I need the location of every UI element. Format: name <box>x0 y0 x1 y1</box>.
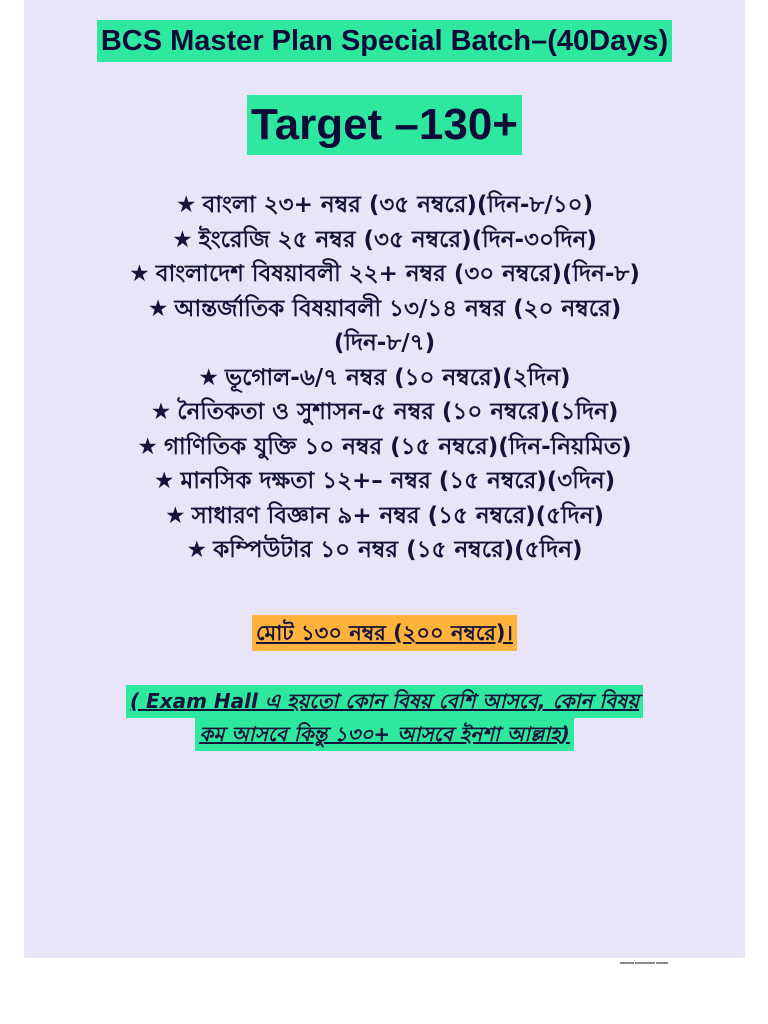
closing-note <box>24 685 745 751</box>
subject-text: আন্তর্জাতিক বিষয়াবলী ১৩/১৪ নম্বর (২০ নম্বরে) <box>174 295 622 322</box>
subject-item <box>24 464 745 499</box>
total-marks: মোট ১৩০ নম্বর (২০০ নম্বরে)। <box>252 615 517 651</box>
star-icon: ★ <box>186 537 208 563</box>
subject-list <box>24 188 745 568</box>
subject-item <box>24 188 745 223</box>
subject-text: মানসিক দক্ষতা ১২+– নম্বর (১৫ নম্বরে)(৩দিন) <box>180 468 616 494</box>
star-icon: ★ <box>175 192 197 218</box>
star-icon: ★ <box>198 364 220 391</box>
subject-item <box>24 499 745 534</box>
star-icon: ★ <box>165 502 186 529</box>
poster-title: BCS Master Plan Special Batch–(40Days) <box>97 20 672 62</box>
subject-text: ইংরেজি ২৫ নম্বর (৩৫ নম্বরে)(দিন-৩০দিন) <box>198 226 597 253</box>
star-icon: ★ <box>153 468 175 494</box>
star-icon: ★ <box>129 261 150 287</box>
closing-note-line-2: কম আসবে কিন্তু ১৩০+ আসবে ইনশা আল্লাহ) <box>195 718 574 751</box>
subject-text-continued: (দিন-৮/৭) <box>333 330 436 356</box>
subject-text: নৈতিকতা ও সুশাসন-৫ নম্বর (১০ নম্বরে)(১দিন) <box>177 399 619 425</box>
subject-text: ভূগোল-৬/৭ নম্বর (১০ নম্বরে)(২দিন) <box>225 364 571 391</box>
star-icon: ★ <box>147 295 169 322</box>
subject-text: সাধারণ বিজ্ঞান ৯+ নম্বর (১৫ নম্বরে)(৫দিন) <box>191 502 604 529</box>
subject-item <box>24 395 745 430</box>
subject-text: কম্পিউটার ১০ নম্বর (১৫ নম্বরে)(৫দিন) <box>213 537 583 563</box>
subject-text: গাণিতিক যুক্তি ১০ নম্বর (১৫ নম্বরে)(দিন-নিয়মিত) <box>163 433 632 460</box>
subject-item <box>24 292 745 361</box>
poster <box>24 0 745 958</box>
scanner-watermark <box>618 961 670 965</box>
subject-item <box>24 223 745 258</box>
subject-item <box>24 430 745 465</box>
star-icon: ★ <box>172 226 193 253</box>
target-heading: Target –130+ <box>247 95 522 155</box>
star-icon: ★ <box>137 433 158 460</box>
closing-note-line-1: ( Exam Hall এ হয়তো কোন বিষয় বেশি আসবে, কোন বিষয় <box>126 685 643 718</box>
subject-text: বাংলাদেশ বিষয়াবলী ২২+ নম্বর (৩০ নম্বরে)(দিন-৮) <box>155 261 640 287</box>
star-icon: ★ <box>150 399 172 425</box>
subject-text: বাংলা ২৩+ নম্বর (৩৫ নম্বরে)(দিন-৮/১০) <box>202 192 594 218</box>
subject-item <box>24 257 745 292</box>
subject-item <box>24 533 745 568</box>
subject-item <box>24 361 745 396</box>
